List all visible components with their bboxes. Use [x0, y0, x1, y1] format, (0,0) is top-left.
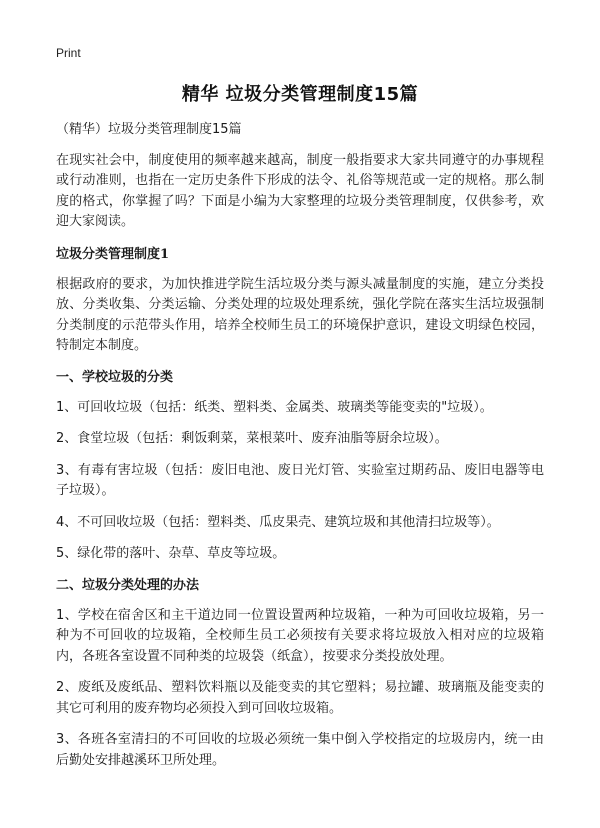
list-item: 2、废纸及废纸品、塑料饮料瓶以及能变卖的其它塑料；易拉罐、玻璃瓶及能变卖的其它可利用的废弃物均必须投入到可回收垃圾箱。	[56, 680, 544, 716]
part1-heading: 一、学校垃圾的分类	[56, 369, 174, 385]
document-title: 精华 垃圾分类管理制度15篇	[181, 84, 419, 105]
list-item: 3、有毒有害垃圾（包括：废旧电池、废日光灯管、实验室过期药品、废旧电器等电子垃圾）。	[56, 462, 544, 498]
intro-paragraph: 在现实社会中，制度使用的频率越来越高，制度一般指要求大家共同遵守的办事规程或行动准则，也指在一定历史条件下形成的法令、礼俗等规范或一定的规格。那么制度的格式，你掌握了吗？下面是小编为大家整理的垃圾分类管理制度，仅供参考，欢迎大家阅读。	[56, 152, 544, 229]
list-item: 1、学校在宿舍区和主干道边同一位置设置两种垃圾箱，一种为可回收垃圾箱，另一种为不可回收的垃圾箱，全校师生员工必须按有关要求将垃圾放入相对应的垃圾箱内，各班各室设置不同种类的垃圾袋（纸盒），按要求分类投放处理。	[56, 607, 544, 664]
section-heading: 垃圾分类管理制度1	[56, 246, 170, 262]
document-body	[56, 120, 544, 782]
part2-heading: 二、垃圾分类处理的办法	[56, 577, 200, 593]
list-item: 3、各班各室清扫的不可回收的垃圾必须统一集中倒入学校指定的垃圾房内，统一由后勤处安排越溪环卫所处理。	[56, 732, 544, 768]
section-paragraph: 根据政府的要求，为加快推进学院生活垃圾分类与源头减量制度的实施，建立分类投放、分类收集、分类运输、分类处理的垃圾处理系统，强化学院在落实生活垃圾强制分类制度的示范带头作用，培养全校师生员工的环境保护意识，建设文明绿色校园，特制定本制度。	[56, 276, 544, 353]
list-item: 1、可回收垃圾（包括：纸类、塑料类、金属类、玻璃类等能变卖的"垃圾）。	[56, 399, 493, 415]
list-item: 5、绿化带的落叶、杂草、草皮等垃圾。	[56, 546, 286, 561]
list-item: 4、不可回收垃圾（包括：塑料类、瓜皮果壳、建筑垃圾和其他清扫垃圾等）。	[56, 514, 500, 530]
document-subtitle: （精华）垃圾分类管理制度15篇	[56, 122, 242, 137]
list-item: 2、食堂垃圾（包括：剩饭剩菜，菜根菜叶、废弃油脂等厨余垃圾）。	[56, 431, 448, 446]
print-label[interactable]: Print	[56, 46, 81, 60]
